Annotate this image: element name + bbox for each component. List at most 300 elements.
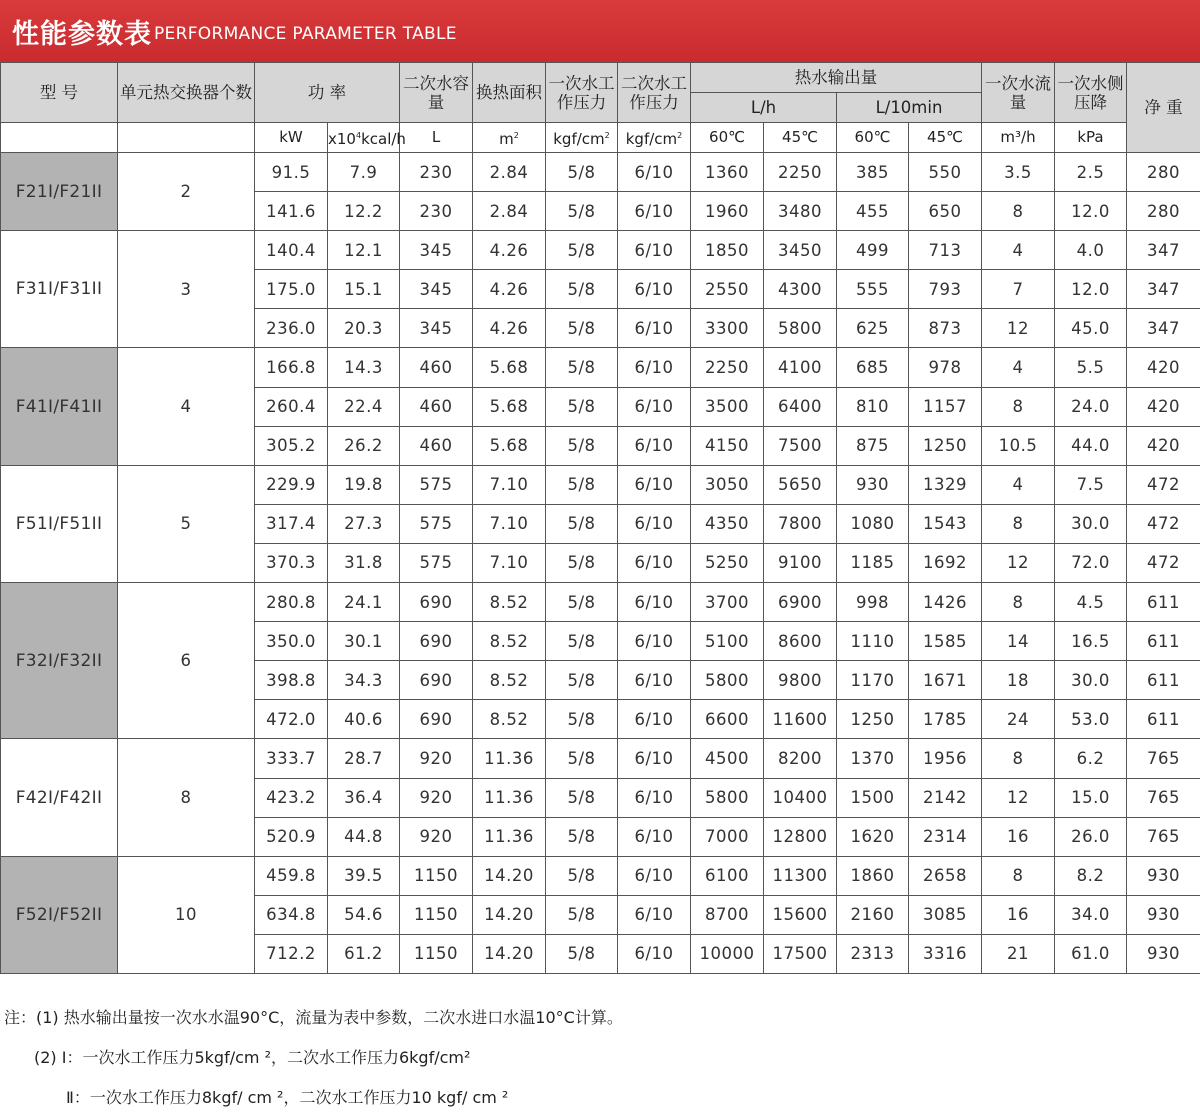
header-units: 单元热交换器个数 — [118, 63, 255, 123]
data-cell: 1500 — [837, 778, 909, 817]
data-cell: 5/8 — [546, 700, 618, 739]
data-cell: 11300 — [764, 856, 837, 895]
data-cell: 8 — [982, 739, 1055, 778]
data-cell: 8.2 — [1055, 856, 1127, 895]
data-cell: 1956 — [909, 739, 982, 778]
data-cell: 2550 — [691, 270, 764, 309]
data-cell: 5.68 — [473, 387, 546, 426]
data-cell: 5800 — [691, 661, 764, 700]
unit-60c-l10: 60℃ — [837, 123, 909, 153]
notes — [4, 998, 623, 1118]
data-cell: 12.2 — [328, 192, 400, 231]
units-cell: 4 — [118, 348, 255, 465]
data-cell: 4100 — [764, 348, 837, 387]
data-cell: 920 — [400, 778, 473, 817]
data-cell: 5/8 — [546, 583, 618, 622]
data-cell: 5/8 — [546, 622, 618, 661]
data-cell: 1543 — [909, 504, 982, 543]
data-cell: 5/8 — [546, 309, 618, 348]
data-cell: 4300 — [764, 270, 837, 309]
data-cell: 8.52 — [473, 661, 546, 700]
data-cell: 690 — [400, 661, 473, 700]
note-2: (2) Ⅰ：一次水工作压力5kgf/cm ²，二次水工作压力6kgf/cm² — [4, 1038, 623, 1078]
data-cell: 920 — [400, 817, 473, 856]
data-cell: 420 — [1127, 387, 1200, 426]
data-cell: 5100 — [691, 622, 764, 661]
header-lh: L/h — [691, 93, 837, 123]
data-cell: 6100 — [691, 856, 764, 895]
unit-kgf1-exp: 2 — [605, 131, 610, 140]
data-cell: 3300 — [691, 309, 764, 348]
data-cell: 5/8 — [546, 426, 618, 465]
data-cell: 141.6 — [255, 192, 328, 231]
data-cell: 998 — [837, 583, 909, 622]
data-cell: 6/10 — [618, 583, 691, 622]
data-cell: 930 — [1127, 856, 1200, 895]
data-cell: 14.3 — [328, 348, 400, 387]
data-cell: 22.4 — [328, 387, 400, 426]
data-cell: 634.8 — [255, 895, 328, 934]
data-cell: 712.2 — [255, 934, 328, 973]
title-banner — [0, 0, 1200, 62]
data-cell: 11600 — [764, 700, 837, 739]
data-cell: 4.5 — [1055, 583, 1127, 622]
data-cell: 2.5 — [1055, 153, 1127, 192]
data-cell: 14 — [982, 622, 1055, 661]
data-cell: 5/8 — [546, 153, 618, 192]
table-row — [1, 348, 1200, 387]
data-cell: 12 — [982, 778, 1055, 817]
units-cell: 3 — [118, 231, 255, 348]
unit-liter: L — [400, 123, 473, 153]
data-cell: 34.0 — [1055, 895, 1127, 934]
title-chinese: 性能参数表 — [12, 12, 152, 51]
data-cell: 8 — [982, 583, 1055, 622]
unit-45c-l10: 45℃ — [909, 123, 982, 153]
data-cell: 978 — [909, 348, 982, 387]
model-cell: F42I/F42II — [1, 739, 118, 856]
data-cell: 15600 — [764, 895, 837, 934]
data-cell: 305.2 — [255, 426, 328, 465]
data-cell: 345 — [400, 231, 473, 270]
header-pressure-drop: 一次水侧压降 — [1055, 63, 1127, 123]
data-cell: 472 — [1127, 543, 1200, 582]
data-cell: 2.84 — [473, 192, 546, 231]
header-heat-area: 换热面积 — [473, 63, 546, 123]
data-cell: 9100 — [764, 543, 837, 582]
data-cell: 10400 — [764, 778, 837, 817]
data-cell: 14.20 — [473, 934, 546, 973]
data-cell: 11.36 — [473, 739, 546, 778]
data-cell: 6/10 — [618, 934, 691, 973]
data-cell: 5/8 — [546, 543, 618, 582]
data-cell: 1360 — [691, 153, 764, 192]
data-cell: 455 — [837, 192, 909, 231]
data-cell: 345 — [400, 309, 473, 348]
data-cell: 5/8 — [546, 348, 618, 387]
data-cell: 5.68 — [473, 348, 546, 387]
data-cell: 690 — [400, 622, 473, 661]
header-hot-water-output: 热水输出量 — [691, 63, 982, 93]
data-cell: 460 — [400, 348, 473, 387]
data-cell: 3500 — [691, 387, 764, 426]
data-cell: 625 — [837, 309, 909, 348]
data-cell: 1110 — [837, 622, 909, 661]
data-cell: 6/10 — [618, 231, 691, 270]
data-cell: 280 — [1127, 153, 1200, 192]
data-cell: 370.3 — [255, 543, 328, 582]
data-cell: 6/10 — [618, 817, 691, 856]
data-cell: 550 — [909, 153, 982, 192]
data-cell: 5/8 — [546, 465, 618, 504]
data-cell: 4.26 — [473, 231, 546, 270]
data-cell: 5/8 — [546, 661, 618, 700]
data-cell: 4.0 — [1055, 231, 1127, 270]
data-cell: 5/8 — [546, 231, 618, 270]
data-cell: 765 — [1127, 778, 1200, 817]
data-cell: 30.1 — [328, 622, 400, 661]
data-cell: 28.7 — [328, 739, 400, 778]
data-cell: 1426 — [909, 583, 982, 622]
data-cell: 7 — [982, 270, 1055, 309]
data-cell: 5.5 — [1055, 348, 1127, 387]
data-cell: 1150 — [400, 895, 473, 934]
model-cell: F52I/F52II — [1, 856, 118, 973]
data-cell: 347 — [1127, 231, 1200, 270]
data-cell: 6/10 — [618, 192, 691, 231]
data-cell: 6/10 — [618, 348, 691, 387]
data-cell: 6/10 — [618, 309, 691, 348]
note-1: 注：(1) 热水输出量按一次水水温90°C，流量为表中参数，二次水进口水温10°C计算。 — [4, 998, 623, 1038]
header-secondary-capacity: 二次水容量 — [400, 63, 473, 123]
data-cell: 8 — [982, 856, 1055, 895]
data-cell: 5650 — [764, 465, 837, 504]
data-cell: 385 — [837, 153, 909, 192]
data-cell: 26.2 — [328, 426, 400, 465]
data-cell: 20.3 — [328, 309, 400, 348]
data-cell: 5/8 — [546, 934, 618, 973]
data-cell: 21 — [982, 934, 1055, 973]
data-cell: 31.8 — [328, 543, 400, 582]
data-cell: 1692 — [909, 543, 982, 582]
table-row — [1, 739, 1200, 778]
data-cell: 7000 — [691, 817, 764, 856]
data-cell: 30.0 — [1055, 504, 1127, 543]
data-cell: 873 — [909, 309, 982, 348]
data-cell: 15.0 — [1055, 778, 1127, 817]
data-cell: 3085 — [909, 895, 982, 934]
data-cell: 1960 — [691, 192, 764, 231]
data-cell: 6/10 — [618, 622, 691, 661]
data-cell: 6.2 — [1055, 739, 1127, 778]
data-cell: 690 — [400, 583, 473, 622]
data-cell: 765 — [1127, 739, 1200, 778]
table-row — [1, 153, 1200, 192]
data-cell: 3700 — [691, 583, 764, 622]
data-cell: 8700 — [691, 895, 764, 934]
data-cell: 575 — [400, 465, 473, 504]
unit-kw: kW — [255, 123, 328, 153]
data-cell: 9800 — [764, 661, 837, 700]
data-cell: 575 — [400, 504, 473, 543]
data-cell: 5/8 — [546, 504, 618, 543]
data-cell: 230 — [400, 153, 473, 192]
units-cell: 2 — [118, 153, 255, 231]
data-cell: 8 — [982, 504, 1055, 543]
data-cell: 398.8 — [255, 661, 328, 700]
data-cell: 4 — [982, 231, 1055, 270]
data-cell: 5.68 — [473, 426, 546, 465]
data-cell: 333.7 — [255, 739, 328, 778]
unit-blank-model — [1, 123, 118, 153]
note-3: Ⅱ：一次水工作压力8kgf/ cm ²，二次水工作压力10 kgf/ cm ² — [4, 1078, 623, 1118]
unit-kcal-base: x10 — [328, 130, 356, 148]
data-cell: 765 — [1127, 817, 1200, 856]
data-cell: 1785 — [909, 700, 982, 739]
unit-kcal — [328, 123, 400, 153]
data-cell: 8.52 — [473, 700, 546, 739]
data-cell: 280 — [1127, 192, 1200, 231]
data-cell: 44.0 — [1055, 426, 1127, 465]
title-english: PERFORMANCE PARAMETER TABLE — [154, 24, 457, 44]
data-cell: 555 — [837, 270, 909, 309]
data-cell: 611 — [1127, 661, 1200, 700]
data-cell: 2658 — [909, 856, 982, 895]
data-cell: 2314 — [909, 817, 982, 856]
data-cell: 1850 — [691, 231, 764, 270]
data-cell: 4.26 — [473, 270, 546, 309]
data-cell: 1170 — [837, 661, 909, 700]
units-cell: 10 — [118, 856, 255, 973]
data-cell: 1370 — [837, 739, 909, 778]
data-cell: 1157 — [909, 387, 982, 426]
data-cell: 6/10 — [618, 153, 691, 192]
data-cell: 6900 — [764, 583, 837, 622]
data-cell: 4150 — [691, 426, 764, 465]
data-cell: 34.3 — [328, 661, 400, 700]
data-cell: 7.10 — [473, 543, 546, 582]
units-cell: 6 — [118, 583, 255, 739]
data-cell: 54.6 — [328, 895, 400, 934]
data-cell: 91.5 — [255, 153, 328, 192]
data-cell: 16 — [982, 895, 1055, 934]
data-cell: 420 — [1127, 426, 1200, 465]
data-cell: 19.8 — [328, 465, 400, 504]
unit-kgf-secondary — [618, 123, 691, 153]
data-cell: 229.9 — [255, 465, 328, 504]
data-cell: 24.1 — [328, 583, 400, 622]
data-cell: 53.0 — [1055, 700, 1127, 739]
table-row — [1, 231, 1200, 270]
data-cell: 11.36 — [473, 778, 546, 817]
data-cell: 61.0 — [1055, 934, 1127, 973]
data-cell: 2160 — [837, 895, 909, 934]
data-cell: 472 — [1127, 465, 1200, 504]
data-cell: 7.10 — [473, 465, 546, 504]
data-cell: 24.0 — [1055, 387, 1127, 426]
data-cell: 17500 — [764, 934, 837, 973]
table-row — [1, 583, 1200, 622]
data-cell: 27.3 — [328, 504, 400, 543]
data-cell: 345 — [400, 270, 473, 309]
unit-kgf2-exp: 2 — [677, 131, 682, 140]
unit-kgf1-base: kgf/cm — [553, 130, 604, 148]
data-cell: 1150 — [400, 856, 473, 895]
data-cell: 230 — [400, 192, 473, 231]
data-cell: 3316 — [909, 934, 982, 973]
data-cell: 3.5 — [982, 153, 1055, 192]
header-power: 功 率 — [255, 63, 400, 123]
data-cell: 7800 — [764, 504, 837, 543]
data-cell: 6/10 — [618, 778, 691, 817]
data-cell: 16.5 — [1055, 622, 1127, 661]
data-cell: 15.1 — [328, 270, 400, 309]
data-cell: 6400 — [764, 387, 837, 426]
data-cell: 175.0 — [255, 270, 328, 309]
data-cell: 7.10 — [473, 504, 546, 543]
data-cell: 499 — [837, 231, 909, 270]
header-model: 型 号 — [1, 63, 118, 123]
data-cell: 423.2 — [255, 778, 328, 817]
model-cell: F51I/F51II — [1, 465, 118, 582]
data-cell: 611 — [1127, 700, 1200, 739]
data-cell: 44.8 — [328, 817, 400, 856]
data-cell: 5/8 — [546, 270, 618, 309]
data-cell: 6/10 — [618, 387, 691, 426]
data-cell: 6/10 — [618, 543, 691, 582]
data-cell: 18 — [982, 661, 1055, 700]
data-cell: 1250 — [909, 426, 982, 465]
unit-blank-units — [118, 123, 255, 153]
data-cell: 6/10 — [618, 504, 691, 543]
data-cell: 5/8 — [546, 817, 618, 856]
data-cell: 650 — [909, 192, 982, 231]
data-cell: 930 — [837, 465, 909, 504]
data-cell: 6/10 — [618, 465, 691, 504]
data-cell: 420 — [1127, 348, 1200, 387]
data-cell: 2142 — [909, 778, 982, 817]
data-cell: 39.5 — [328, 856, 400, 895]
data-cell: 5/8 — [546, 778, 618, 817]
data-cell: 6/10 — [618, 895, 691, 934]
unit-m2-exp: 2 — [514, 131, 519, 140]
data-cell: 8 — [982, 192, 1055, 231]
data-cell: 12 — [982, 309, 1055, 348]
data-cell: 611 — [1127, 622, 1200, 661]
data-cell: 460 — [400, 426, 473, 465]
data-cell: 6600 — [691, 700, 764, 739]
data-cell: 4500 — [691, 739, 764, 778]
header-secondary-pressure: 二次水工作压力 — [618, 63, 691, 123]
data-cell: 472.0 — [255, 700, 328, 739]
table-body — [1, 153, 1200, 974]
data-cell: 260.4 — [255, 387, 328, 426]
data-cell: 8600 — [764, 622, 837, 661]
data-cell: 2.84 — [473, 153, 546, 192]
data-cell: 1250 — [837, 700, 909, 739]
data-cell: 317.4 — [255, 504, 328, 543]
data-cell: 611 — [1127, 583, 1200, 622]
data-cell: 4350 — [691, 504, 764, 543]
data-cell: 8.52 — [473, 583, 546, 622]
data-cell: 40.6 — [328, 700, 400, 739]
table-row — [1, 465, 1200, 504]
table-row — [1, 856, 1200, 895]
data-cell: 920 — [400, 739, 473, 778]
data-cell: 4 — [982, 348, 1055, 387]
header-primary-pressure: 一次水工作压力 — [546, 63, 618, 123]
data-cell: 459.8 — [255, 856, 328, 895]
data-cell: 1620 — [837, 817, 909, 856]
data-cell: 6/10 — [618, 426, 691, 465]
unit-kcal-exp: 4 — [356, 131, 361, 140]
data-cell: 7.9 — [328, 153, 400, 192]
data-cell: 8200 — [764, 739, 837, 778]
data-cell: 5/8 — [546, 856, 618, 895]
data-cell: 875 — [837, 426, 909, 465]
unit-kgf2-base: kgf/cm — [626, 130, 677, 148]
data-cell: 5/8 — [546, 387, 618, 426]
data-cell: 10.5 — [982, 426, 1055, 465]
data-cell: 12 — [982, 543, 1055, 582]
data-cell: 72.0 — [1055, 543, 1127, 582]
unit-kpa: kPa — [1055, 123, 1127, 153]
performance-table — [0, 62, 1200, 974]
data-cell: 10000 — [691, 934, 764, 973]
data-cell: 14.20 — [473, 856, 546, 895]
model-cell: F41I/F41II — [1, 348, 118, 465]
data-cell: 810 — [837, 387, 909, 426]
data-cell: 45.0 — [1055, 309, 1127, 348]
data-cell: 685 — [837, 348, 909, 387]
data-cell: 24 — [982, 700, 1055, 739]
unit-kgf-primary — [546, 123, 618, 153]
data-cell: 12.1 — [328, 231, 400, 270]
data-cell: 280.8 — [255, 583, 328, 622]
data-cell: 1185 — [837, 543, 909, 582]
data-cell: 12.0 — [1055, 192, 1127, 231]
data-cell: 4.26 — [473, 309, 546, 348]
data-cell: 11.36 — [473, 817, 546, 856]
data-cell: 520.9 — [255, 817, 328, 856]
data-cell: 5/8 — [546, 739, 618, 778]
data-cell: 1860 — [837, 856, 909, 895]
data-cell: 5250 — [691, 543, 764, 582]
data-cell: 7.5 — [1055, 465, 1127, 504]
data-cell: 3050 — [691, 465, 764, 504]
data-cell: 2250 — [764, 153, 837, 192]
data-cell: 350.0 — [255, 622, 328, 661]
model-cell: F31I/F31II — [1, 231, 118, 348]
data-cell: 30.0 — [1055, 661, 1127, 700]
data-cell: 5/8 — [546, 192, 618, 231]
data-cell: 7500 — [764, 426, 837, 465]
data-cell: 6/10 — [618, 661, 691, 700]
data-cell: 61.2 — [328, 934, 400, 973]
data-cell: 166.8 — [255, 348, 328, 387]
data-cell: 236.0 — [255, 309, 328, 348]
data-cell: 8.52 — [473, 622, 546, 661]
units-cell: 8 — [118, 739, 255, 856]
data-cell: 3450 — [764, 231, 837, 270]
data-cell: 6/10 — [618, 700, 691, 739]
data-cell: 5/8 — [546, 895, 618, 934]
data-cell: 1150 — [400, 934, 473, 973]
data-cell: 1329 — [909, 465, 982, 504]
data-cell: 2313 — [837, 934, 909, 973]
data-cell: 472 — [1127, 504, 1200, 543]
data-cell: 16 — [982, 817, 1055, 856]
